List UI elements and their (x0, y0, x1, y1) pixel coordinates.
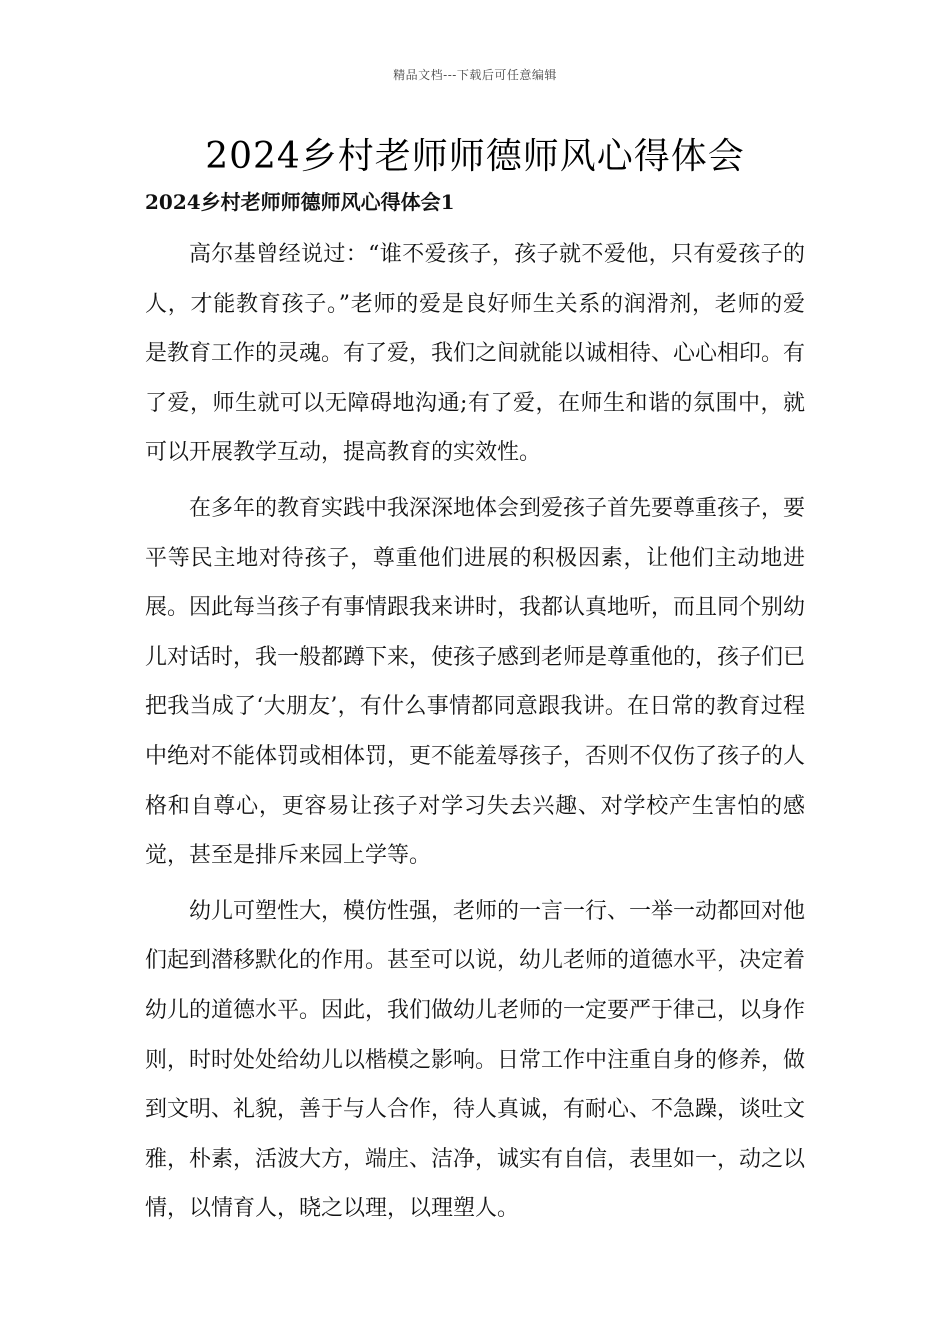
paragraph-3: 幼儿可塑性大，模仿性强，老师的一言一行、一举一动都回对他们起到潜移默化的作用。甚至可以说，幼儿老师的道德水平，决定着幼儿的道德水平。因此，我们做幼儿老师的一定要严于律己，以身作则，时时处处给幼儿以楷模之影响。日常工作中注重自身的修养，做到文明、礼貌，善于与人合作，待人真诚，有耐心、不急躁，谈吐文雅，朴素，活波大方，端庄、洁净，诚实有自信，表里如一，动之以情，以情育人，晓之以理，以理塑人。 (145, 898, 806, 1222)
section-title: 2024乡村老师师德师风心得体会1 (145, 190, 455, 214)
document-body (145, 230, 805, 1240)
paragraph-2: 在多年的教育实践中我深深地体会到爱孩子首先要尊重孩子，要平等民主地对待孩子，尊重他们进展的积极因素，让他们主动地进展。因此每当孩子有事情跟我来讲时，我都认真地听，而且同个别幼儿对话时，我一般都蹲下来，使孩子感到老师是尊重他的，孩子们已把我当成了‘大朋友’，有什么事情都同意跟我讲。在日常的教育过程中绝对不能体罚或相体罚，更不能羞辱孩子，否则不仅伤了孩子的人格和自尊心，更容易让孩子对学习失去兴趣、对学校产生害怕的感觉，甚至是排斥来园上学等。 (145, 495, 806, 869)
document-title: 2024乡村老师师德师风心得体会 (205, 136, 745, 177)
header-note: 精品文档---下载后可任意编辑 (393, 68, 557, 82)
paragraph-1: 高尔基曾经说过：“谁不爱孩子，孩子就不爱他，只有爱孩子的人，才能教育孩子。”老师的爱是良好师生关系的润滑剂，老师的爱是教育工作的灵魂。有了爱，我们之间就能以诚相待、心心相印。有了爱，师生就可以无障碍地沟通;有了爱，在师生和谐的氛围中，就可以开展教学互动，提高教育的实效性。 (145, 242, 806, 466)
